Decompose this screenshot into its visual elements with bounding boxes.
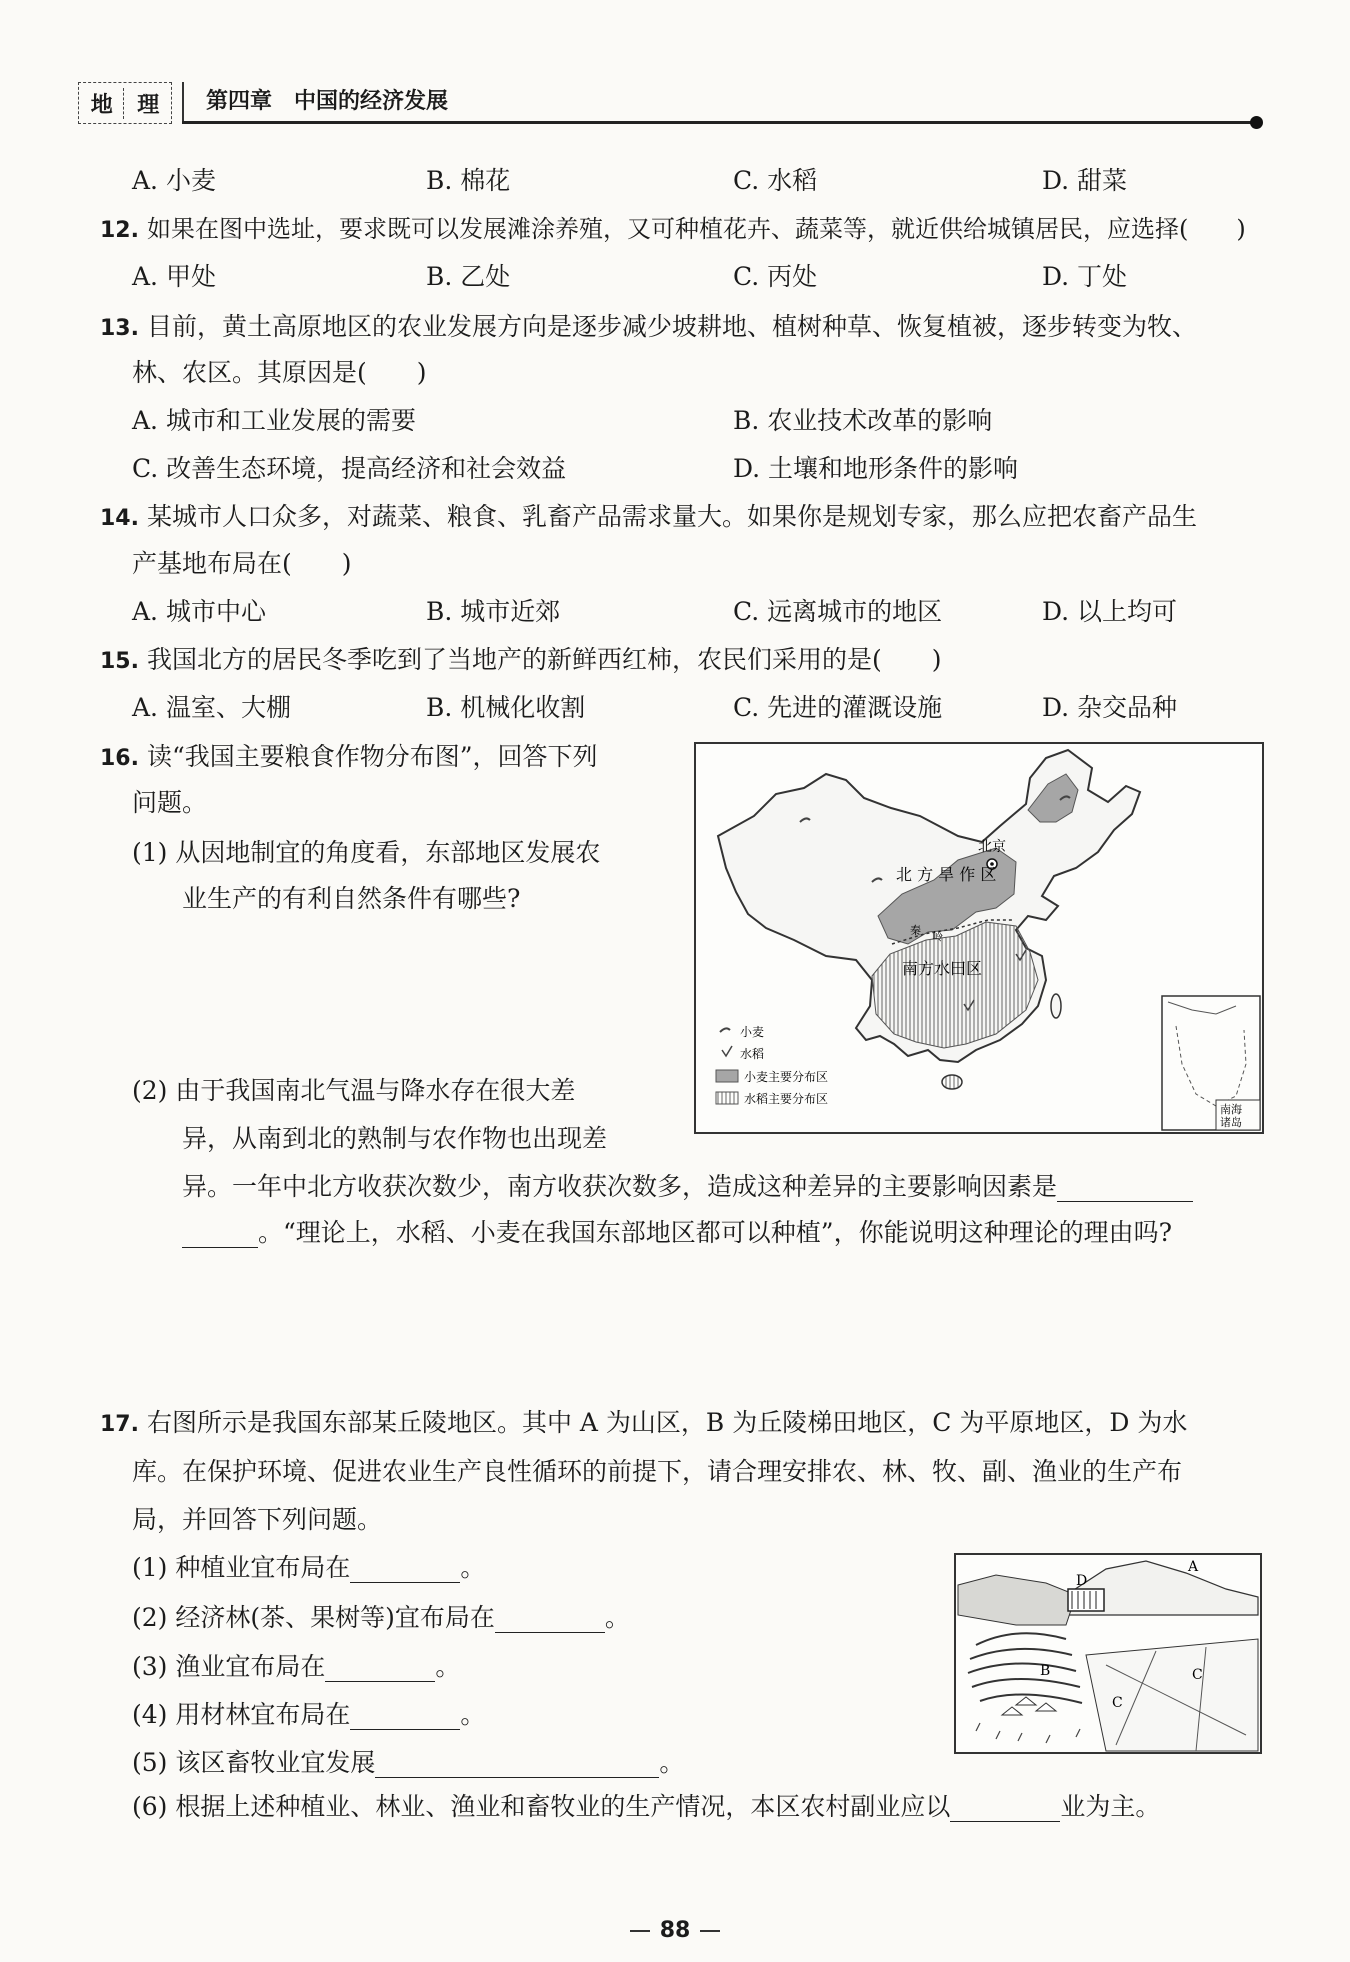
- q11-option-b: B. 棉花: [426, 166, 511, 195]
- map-label-beijing: 北京: [978, 839, 1006, 855]
- hilly-scene-svg: [956, 1555, 1260, 1752]
- subject-char-2: 理: [137, 91, 160, 118]
- crop-distribution-map: [694, 742, 1264, 1134]
- q17-sub3-end: 。: [435, 1652, 461, 1681]
- q17-sub6: [132, 1792, 1160, 1822]
- subject-char-1: 地: [81, 88, 124, 119]
- q14-stem-line2: 产基地布局在( ): [132, 549, 352, 578]
- q14-text: 某城市人口众多，对蔬菜、粮食、乳畜产品需求量大。如果你是规划专家，那么应把农畜产品生: [146, 502, 1197, 531]
- q12-option-b: B. 乙处: [426, 262, 511, 291]
- forest-ridge: [958, 1575, 1076, 1625]
- q13-stem-line2: 林、农区。其原因是( ): [132, 358, 427, 387]
- q16-answer-blank-2[interactable]: [182, 1221, 258, 1248]
- legend-rice-region: 水稻主要分布区: [744, 1092, 829, 1106]
- map-label-south: 南方水田区: [902, 959, 983, 978]
- hilly-region-illustration: [954, 1553, 1262, 1754]
- q11-option-c: C. 水稻: [733, 166, 818, 195]
- header-rule-dot: [1250, 116, 1263, 129]
- q12-option-d: D. 丁处: [1042, 262, 1128, 291]
- village: [1002, 1697, 1056, 1715]
- map-label-qin: 秦: [910, 924, 921, 937]
- q16-sub2-line1: (2) 由于我国南北气温与降水存在很大差: [132, 1076, 576, 1105]
- q14-option-d: D. 以上均可: [1042, 597, 1178, 626]
- q14-stem-line1: [100, 502, 1197, 534]
- q17-stem-line1: [100, 1408, 1187, 1440]
- q12-text: 如果在图中选址，要求既可以发展滩涂养殖，又可种植花卉、蔬菜等，就近供给城镇居民，应选择( ): [146, 215, 1246, 243]
- q12-number: 12.: [100, 218, 139, 243]
- q15-number: 15.: [100, 649, 139, 674]
- q17-answer-blank-1[interactable]: [350, 1556, 460, 1583]
- inset-label-1: 南海: [1220, 1103, 1242, 1116]
- q17-sub6-text: (6) 根据上述种植业、林业、渔业和畜牧业的生产情况，本区农村副业应以: [132, 1792, 951, 1821]
- q17-sub2-text: (2) 经济林(茶、果树等)宜布局在: [132, 1603, 495, 1632]
- q17-stem-line2: 库。在保护环境、促进农业生产良性循环的前提下，请合理安排农、林、牧、副、渔业的生产布: [132, 1457, 1183, 1486]
- q17-sub2-end: 。: [604, 1603, 630, 1632]
- china-map-svg: [696, 744, 1262, 1132]
- q16-number: 16.: [100, 746, 139, 771]
- q15-option-b: B. 机械化收割: [426, 693, 586, 722]
- scene-label-b: B: [1040, 1663, 1051, 1679]
- terraces-b: [968, 1633, 1082, 1703]
- q17-answer-blank-5[interactable]: [375, 1751, 659, 1778]
- q15-option-d: D. 杂交品种: [1042, 693, 1178, 722]
- q17-sub5: [132, 1748, 684, 1778]
- map-legend: [716, 1025, 828, 1106]
- q12-option-a: A. 甲处: [132, 262, 216, 291]
- q15-text: 我国北方的居民冬季吃到了当地产的新鲜西红柿，农民们采用的是( ): [146, 645, 942, 674]
- header-rule: [182, 121, 1254, 124]
- header-divider: [182, 82, 184, 124]
- q12-stem: [100, 214, 1246, 246]
- q17-sub4-end: 。: [460, 1700, 486, 1729]
- legend-rice: 水稻: [740, 1047, 765, 1061]
- south-china-sea-inset: [1162, 996, 1260, 1130]
- q13-stem-line1: [100, 312, 1197, 344]
- q16-answer-blank-1[interactable]: [1057, 1175, 1193, 1202]
- q16-sub1-line2: 业生产的有利自然条件有哪些?: [182, 884, 521, 913]
- q16-sub1-line1: (1) 从因地制宜的角度看，东部地区发展农: [132, 838, 601, 867]
- q14-option-b: B. 城市近郊: [426, 597, 561, 626]
- q12-option-c: C. 丙处: [733, 262, 818, 291]
- q13-option-c: C. 改善生态环境，提高经济和社会效益: [132, 454, 567, 483]
- q16-sub2-line3-text: 异。一年中北方收获次数少，南方收获次数多，造成这种差异的主要影响因素是: [182, 1172, 1058, 1201]
- q15-option-a: A. 温室、大棚: [132, 693, 291, 722]
- q17-answer-blank-2[interactable]: [495, 1606, 605, 1633]
- q17-sub3-text: (3) 渔业宜布局在: [132, 1652, 326, 1681]
- page-number-dash-right: [700, 1930, 720, 1932]
- scene-label-a: A: [1188, 1559, 1199, 1575]
- q15-stem: [100, 645, 942, 677]
- q16-sub2-line2: 异，从南到北的熟制与农作物也出现差: [182, 1124, 608, 1153]
- q17-sub4: [132, 1700, 485, 1730]
- q13-option-a: A. 城市和工业发展的需要: [132, 406, 416, 435]
- q17-number: 17.: [100, 1412, 139, 1437]
- map-label-north: 北 方 旱 作 区: [896, 865, 997, 884]
- q17-text: 右图所示是我国东部某丘陵地区。其中 A 为山区，B 为丘陵梯田地区，C 为平原地区，D 为水: [146, 1408, 1188, 1437]
- page-number-dash-left: [630, 1930, 650, 1932]
- q17-sub5-text: (5) 该区畜牧业宜发展: [132, 1748, 376, 1777]
- scene-label-d: D: [1076, 1573, 1088, 1589]
- map-label-ling: 岭: [932, 930, 943, 943]
- q17-sub1-end: 。: [460, 1553, 486, 1582]
- legend-wheat: 小麦: [740, 1025, 765, 1039]
- inset-label-2: 诸岛: [1220, 1116, 1242, 1129]
- q13-text: 目前，黄土高原地区的农业发展方向是逐步减少坡耕地、植树种草、恢复植被，逐步转变为牧、: [146, 312, 1197, 341]
- q17-sub1-text: (1) 种植业宜布局在: [132, 1553, 351, 1582]
- q17-answer-blank-6[interactable]: [950, 1795, 1060, 1822]
- q16-sub2-line4: [182, 1218, 1172, 1248]
- q17-sub1: [132, 1553, 485, 1583]
- q17-stem-line3: 局，并回答下列问题。: [132, 1505, 383, 1534]
- q13-option-d: D. 土壤和地形条件的影响: [733, 454, 1019, 483]
- scene-label-c1: C: [1192, 1667, 1203, 1683]
- q11-option-d: D. 甜菜: [1042, 166, 1128, 195]
- foreground-grass: [976, 1723, 1080, 1743]
- q16-text: 读“我国主要粮食作物分布图”，回答下列: [146, 742, 598, 771]
- chapter-title: 第四章 中国的经济发展: [206, 88, 449, 114]
- q17-sub6-end: 业为主。: [1060, 1792, 1161, 1821]
- q16-sub2-line4-text: 。“理论上，水稻、小麦在我国东部地区都可以种植”，你能说明这种理论的理由吗?: [258, 1218, 1172, 1247]
- q17-answer-blank-3[interactable]: [325, 1655, 435, 1682]
- legend-wheat-region: 小麦主要分布区: [744, 1070, 829, 1084]
- q13-option-b: B. 农业技术改革的影响: [733, 406, 993, 435]
- q17-answer-blank-4[interactable]: [350, 1703, 460, 1730]
- q17-sub4-text: (4) 用材林宜布局在: [132, 1700, 351, 1729]
- q17-sub5-end: 。: [659, 1748, 685, 1777]
- q15-option-c: C. 先进的灌溉设施: [733, 693, 943, 722]
- page-number: [0, 1918, 1350, 1943]
- q16-stem-line2: 问题。: [132, 788, 208, 817]
- q16-sub2-line3: [182, 1172, 1193, 1202]
- q13-number: 13.: [100, 316, 139, 341]
- scene-label-c2: C: [1112, 1695, 1123, 1711]
- taiwan-island: [1051, 994, 1061, 1018]
- q17-sub3: [132, 1652, 460, 1682]
- page-number-text: 88: [659, 1918, 691, 1943]
- q17-sub2: [132, 1603, 630, 1633]
- q14-option-c: C. 远离城市的地区: [733, 597, 943, 626]
- q14-number: 14.: [100, 506, 139, 531]
- q11-option-a: A. 小麦: [132, 166, 216, 195]
- subject-box: [78, 82, 172, 124]
- dam-d: [1068, 1589, 1104, 1611]
- q14-option-a: A. 城市中心: [132, 597, 266, 626]
- q16-stem-line1: [100, 742, 598, 774]
- hainan-island: [942, 1075, 962, 1089]
